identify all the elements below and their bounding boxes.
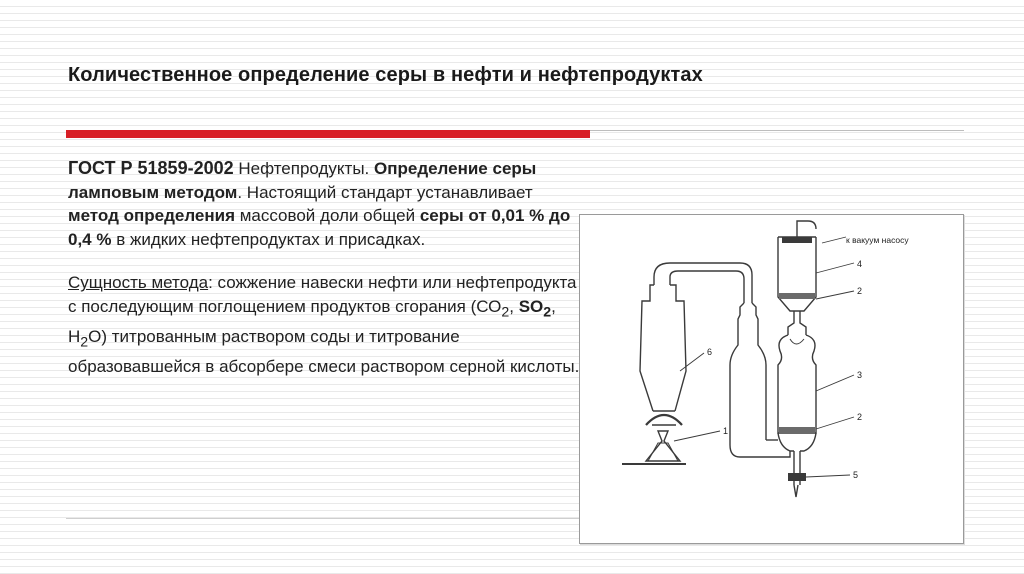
- lamp-flask: [646, 431, 680, 461]
- slide-title: Количественное определение серы в нефти и нефтепродуктах: [68, 64, 703, 86]
- leader-6: [680, 353, 704, 371]
- label-3: 3: [857, 370, 863, 380]
- absorber-bulb: [790, 339, 804, 344]
- leader-vacuum: [822, 237, 846, 243]
- column-right: [752, 303, 766, 440]
- connecting-tube-inner: [670, 271, 744, 303]
- method-text: O) титрованным раствором соды и титрование образовавшейся в абсорбере смеси раствором серной кислоты.: [68, 326, 580, 376]
- lower-absorber-base-right: [800, 433, 816, 451]
- connecting-tube-outer: [654, 263, 752, 303]
- standard-text: в жидких нефтепродуктах и присадках.: [111, 229, 426, 249]
- subscript: 2: [501, 304, 510, 321]
- vacuum-pump-label: к вакуум насосу: [846, 235, 909, 245]
- subscript: 2: [80, 334, 89, 351]
- drain-tip: [794, 485, 798, 497]
- standard-name: Определение серы ламповым методом: [68, 159, 537, 202]
- lower-absorber: [778, 335, 816, 433]
- funnel-left: [640, 285, 654, 411]
- drop-tube-left: [788, 311, 794, 335]
- vacuum-outlet-tube: [797, 221, 816, 237]
- label-5: 5: [853, 470, 859, 480]
- method-heading: Сущность метода: [68, 273, 209, 293]
- standard-paragraph: [68, 157, 588, 251]
- method-term: метод определения: [68, 206, 235, 226]
- method-text: ,: [509, 296, 519, 316]
- label-4: 4: [857, 259, 863, 269]
- method-paragraph: [68, 271, 588, 378]
- gost-number: ГОСТ Р 51859-2002: [68, 158, 234, 178]
- filter-plate-bottom: [779, 427, 815, 432]
- drop-tube-right: [800, 311, 806, 335]
- leader-4: [816, 263, 854, 273]
- apparatus-diagram: [580, 215, 965, 545]
- leader-1: [674, 431, 720, 441]
- absorber-stopper: [782, 237, 812, 243]
- stopcock: [788, 473, 806, 481]
- column-left: [730, 303, 766, 457]
- apparatus-figure: [579, 214, 964, 544]
- standard-text: . Настоящий стандарт устанавливает: [237, 182, 533, 202]
- label-6: 6: [707, 347, 713, 357]
- leader-3: [816, 375, 854, 391]
- lamp-cap: [646, 415, 682, 425]
- standard-text: массовой доли общей: [235, 206, 420, 226]
- method-text: , H: [68, 296, 556, 346]
- lower-absorber-base-left: [778, 433, 794, 451]
- filter-plate-top: [779, 293, 815, 299]
- leader-2-bottom: [816, 417, 854, 429]
- title-accent-bar: [66, 130, 590, 138]
- lamp-flask-inner: [648, 443, 678, 461]
- leader-5: [806, 475, 850, 477]
- funnel-right: [670, 285, 686, 411]
- so2-formula: SO: [518, 296, 544, 316]
- label-2-top: 2: [857, 286, 863, 296]
- sulfur-range: серы от 0,01 % до 0,4 %: [68, 206, 571, 249]
- leader-2-top: [816, 291, 854, 299]
- standard-text: Нефтепродукты.: [233, 159, 374, 178]
- slide-body: [68, 157, 588, 379]
- label-1: 1: [723, 426, 729, 436]
- label-2-bottom: 2: [857, 412, 863, 422]
- absorber-vessel: [778, 237, 816, 311]
- subscript: 2: [543, 304, 552, 321]
- bottom-connection: [766, 451, 790, 457]
- method-text: : сожжение навески нефти или нефтепродукта с последующим поглощением продуктов сгорания (СО: [68, 273, 577, 316]
